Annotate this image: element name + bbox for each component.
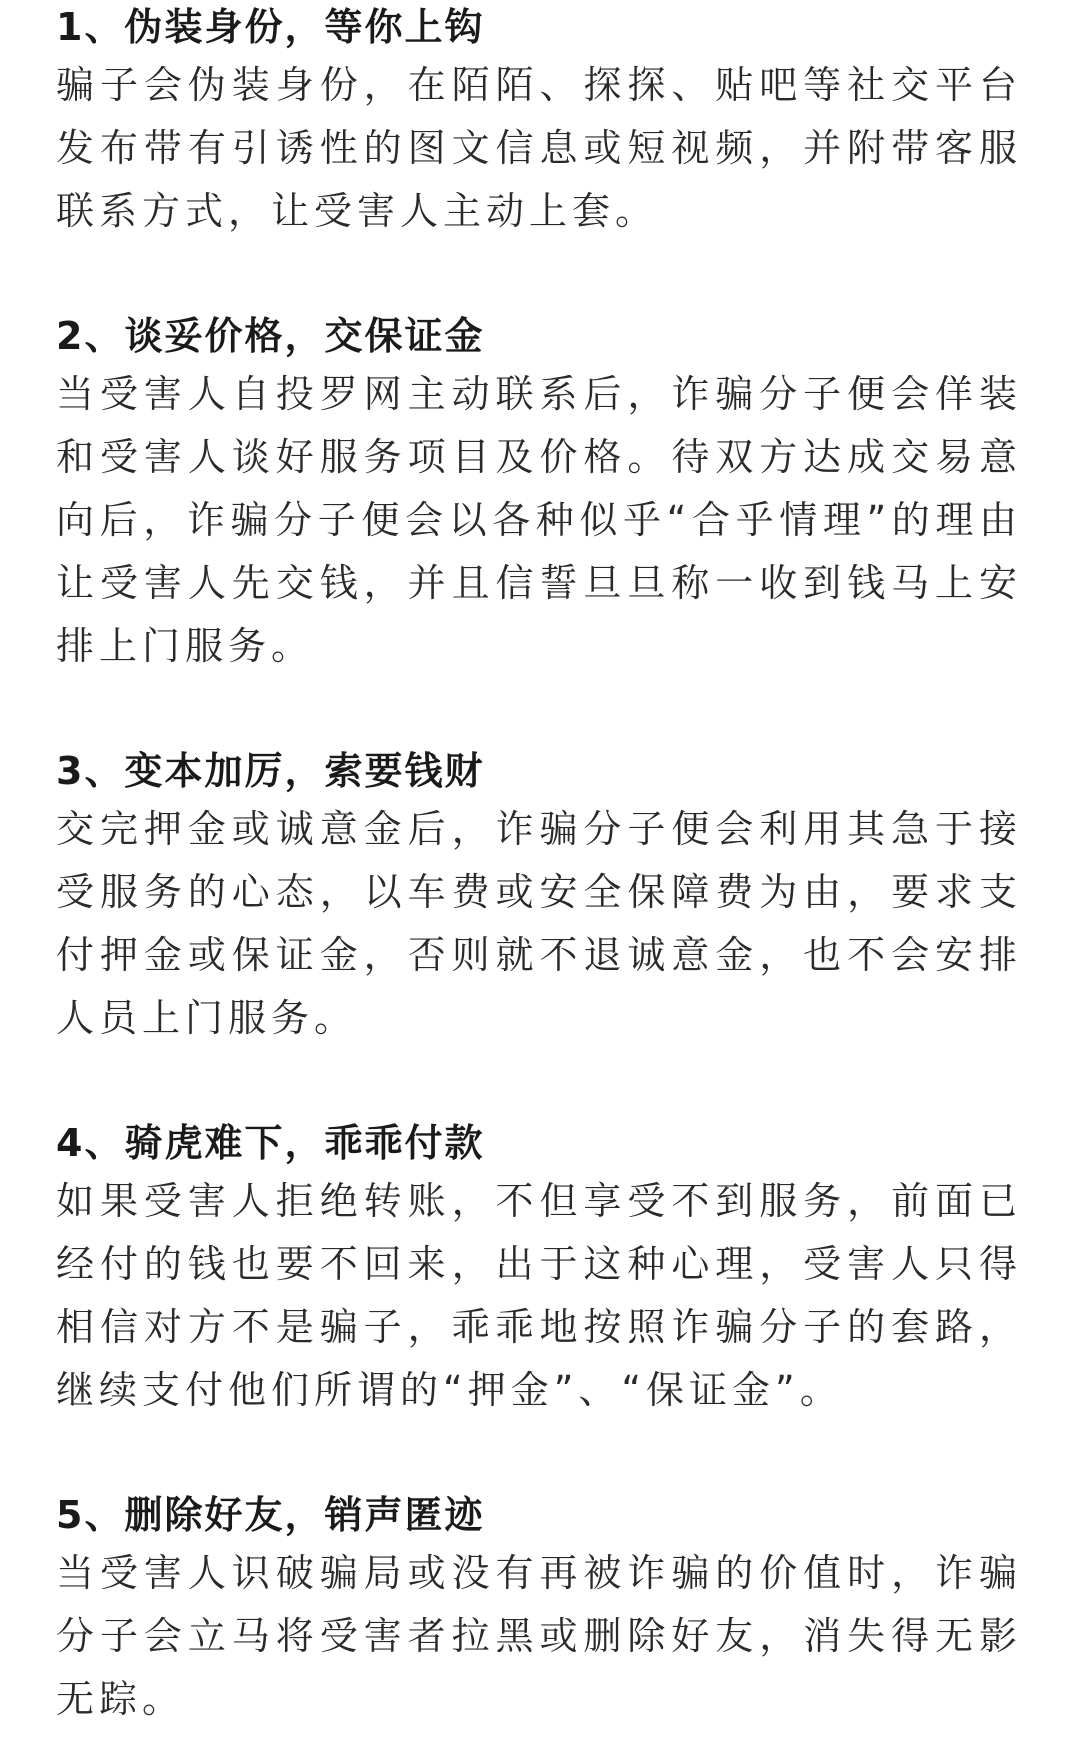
section-heading: 4、骑虎难下，乖乖付款 (56, 1121, 485, 1165)
section-2 (56, 309, 1022, 678)
section-4 (56, 1116, 1022, 1422)
section-heading: 2、谈妥价格，交保证金 (56, 314, 485, 358)
section-5 (56, 1488, 1022, 1731)
section-1 (56, 0, 1022, 243)
section-body: 如果受害人拒绝转账，不但享受不到服务，前面已经付的钱也要不回来，出于这种心理，受害人只得相信对方不是骗子，乖乖地按照诈骗分子的套路，继续支付他们所谓的“押金”、“保证金”。 (56, 1179, 1022, 1412)
section-3 (56, 744, 1022, 1050)
section-body: 骗子会伪装身份，在陌陌、探探、贴吧等社交平台发布带有引诱性的图文信息或短视频，并附带客服联系方式，让受害人主动上套。 (56, 63, 1022, 233)
section-body: 当受害人识破骗局或没有再被诈骗的价值时，诈骗分子会立马将受害者拉黑或删除好友，消失得无影无踪。 (56, 1551, 1022, 1721)
section-heading: 1、伪装身份，等你上钩 (56, 5, 485, 49)
section-body: 当受害人自投罗网主动联系后，诈骗分子便会佯装和受害人谈好服务项目及价格。待双方达成交易意向后，诈骗分子便会以各种似乎“合乎情理”的理由让受害人先交钱，并且信誓旦旦称一收到钱马上安排上门服务。 (56, 372, 1022, 668)
section-heading: 5、删除好友，销声匿迹 (56, 1493, 485, 1537)
section-body: 交完押金或诚意金后，诈骗分子便会利用其急于接受服务的心态，以车费或安全保障费为由，要求支付押金或保证金，否则就不退诚意金，也不会安排人员上门服务。 (56, 807, 1022, 1040)
section-heading: 3、变本加厉，索要钱财 (56, 749, 485, 793)
